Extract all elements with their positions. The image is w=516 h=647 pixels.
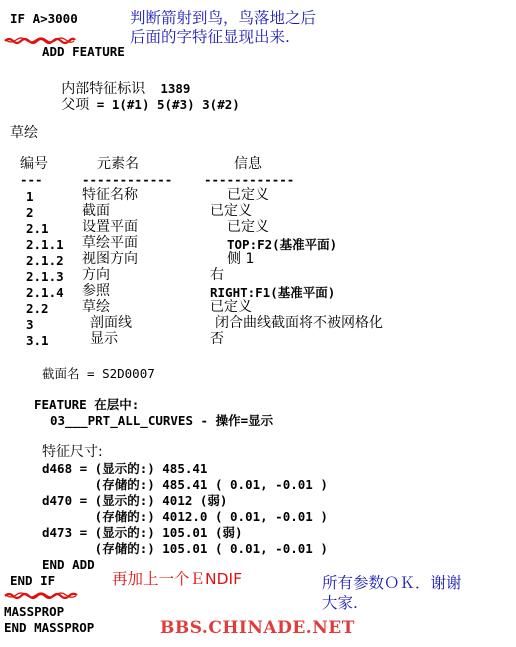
if-condition-line: IF A>3000 [10, 11, 78, 26]
table-row-name: 参照 [82, 283, 110, 299]
annotation-endif-note: 再加上一个ＥNDIF [112, 570, 243, 588]
table-row-name: 方向 [82, 267, 110, 283]
section-name-line: 截面名 = S2D0007 [42, 366, 155, 381]
table-row-name: 显示 [90, 331, 118, 347]
dim-line: d473 = (显示的:) 105.01 (弱) [42, 525, 243, 540]
table-dash-name: ------------ [82, 172, 173, 187]
table-row-info: TOP:F2(基准平面) [227, 237, 338, 252]
table-row-info: RIGHT:F1(基准平面) [210, 285, 336, 300]
annotation-bird-note-1: 判断箭射到鸟，鸟落地之后 [130, 9, 317, 27]
dim-line: (存储的:) 4012.0 ( 0.01, -0.01 ) [42, 509, 328, 524]
table-row-name: 视图方向 [82, 251, 138, 267]
redaction-scribble [4, 37, 76, 44]
dim-line: (存储的:) 105.01 ( 0.01, -0.01 ) [42, 541, 328, 556]
table-row-id: 2.1.1 [26, 237, 64, 252]
table-row-name: 特征名称 [82, 187, 138, 203]
table-row-info: 闭合曲线截面将不被网格化 [215, 315, 383, 331]
layer-value: 03___PRT_ALL_CURVES - 操作=显示 [50, 413, 274, 428]
section-title: 草绘 [10, 125, 38, 141]
table-dash-info: ------------ [204, 172, 295, 187]
annotation-bird-note-2: 后面的字特征显现出来. [130, 28, 290, 46]
table-header-name: 元素名 [97, 156, 139, 172]
table-row-name: 设置平面 [82, 219, 138, 235]
table-row-info: 已定义 [210, 299, 252, 315]
massprop-line: MASSPROP [4, 604, 65, 619]
table-row-id: 1 [26, 189, 34, 204]
table-row-id: 2.1.3 [26, 269, 64, 284]
table-row-id: 2.1.4 [26, 285, 64, 300]
table-row-info: 已定义 [210, 203, 252, 219]
table-row-id: 3 [26, 317, 34, 332]
table-row-id: 2 [26, 205, 34, 220]
parents-value: = 1(#1) 5(#3) 3(#2) [96, 97, 240, 112]
parents-line [42, 75, 240, 113]
table-row-name: 草绘平面 [82, 235, 138, 251]
table-header-info: 信息 [234, 156, 262, 172]
parents-label: 父项 [61, 97, 90, 113]
annotation-params-note-1: 所有参数ＯＫ．谢谢 [322, 574, 462, 592]
add-feature-line: ADD FEATURE [42, 44, 125, 59]
dim-line: d470 = (显示的:) 4012 (弱) [42, 493, 228, 508]
end-if-line: END IF [10, 573, 56, 588]
table-row-info: 已定义 [227, 219, 269, 235]
table-row-info: 右 [210, 267, 224, 283]
table-row-info: 侧 1 [227, 251, 255, 267]
end-add-line: END ADD [42, 557, 95, 572]
table-row-id: 2.1 [26, 221, 49, 236]
table-row-info: 否 [210, 331, 224, 347]
table-row-id: 2.2 [26, 301, 49, 316]
dim-line: (存储的:) 485.41 ( 0.01, -0.01 ) [42, 477, 328, 492]
layer-title: FEATURE 在层中: [34, 397, 140, 412]
dims-title: 特征尺寸: [42, 444, 103, 460]
watermark-text: BBS.CHINADE.NET [160, 618, 355, 638]
table-row-name: 草绘 [82, 299, 110, 315]
table-row-info: 已定义 [227, 187, 269, 203]
table-row-id: 2.1.2 [26, 253, 64, 268]
end-massprop-line: END MASSPROP [4, 620, 95, 635]
annotation-params-note-2: 大家. [322, 594, 358, 612]
internal-id-value: 1389 [160, 81, 191, 96]
table-row-id: 3.1 [26, 333, 49, 348]
internal-id-label: 内部特征标识 [61, 81, 146, 97]
table-dash-id: --- [20, 172, 43, 187]
table-row-name: 剖面线 [90, 315, 132, 331]
table-header-id: 编号 [20, 156, 48, 172]
table-row-name: 截面 [82, 203, 110, 219]
redaction-scribble [4, 592, 78, 599]
dim-line: d468 = (显示的:) 485.41 [42, 461, 208, 476]
